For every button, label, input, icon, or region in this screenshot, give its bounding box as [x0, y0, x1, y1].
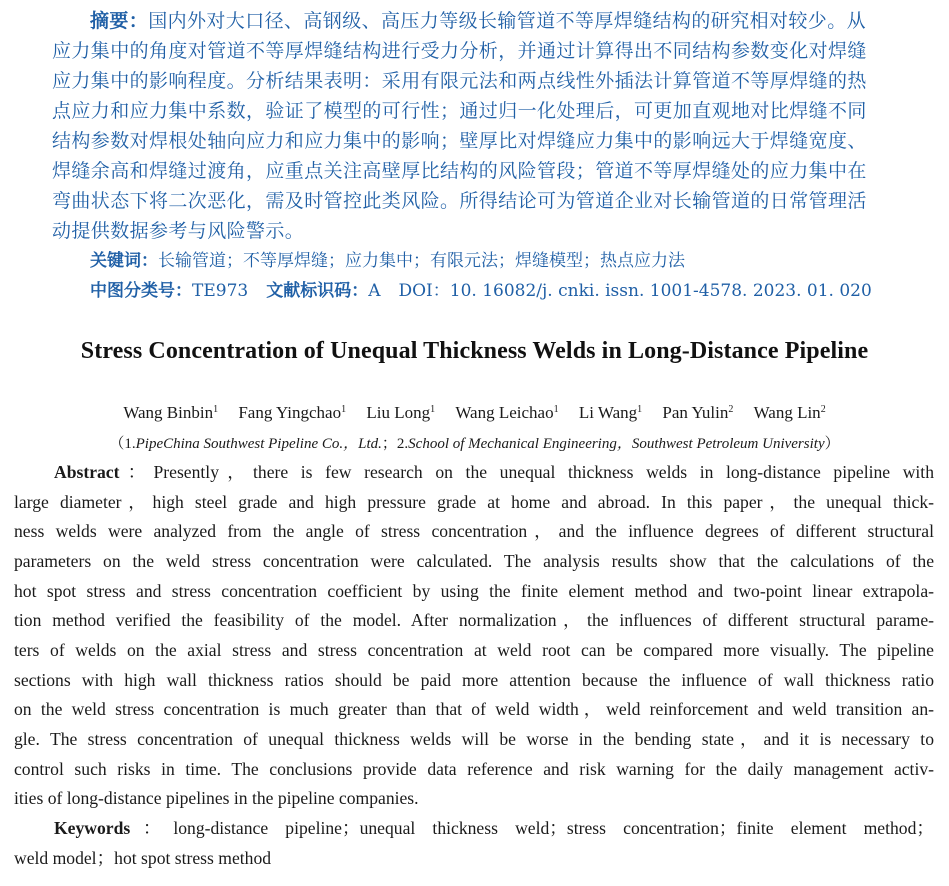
cn-abstract-line: 焊缝余高和焊缝过渡角，应重点关注高壁厚比结构的风险管段；管道不等厚焊缝处的应力集中在 [52, 160, 867, 182]
author: Liu Long$^1$ [366, 403, 436, 422]
en-abstract-line: on the weld stress concentration is much greater than that of weld width，weld reinforcement and weld transition an- [14, 699, 934, 719]
doi-label: DOI： [398, 281, 450, 301]
en-abstract-line: sections with high wall thickness ratios should be paid more attention because the influence of wall thickness ratio [14, 670, 934, 690]
author: Wang Leichao$^1$ [455, 403, 559, 422]
en-abstract-line: ters of welds on the axial stress and stress concentration at weld root can be compared more visually. The pipeline [14, 640, 934, 660]
affiliation-2: School of Mechanical Engineering，Southwest Petroleum University [408, 436, 825, 452]
cn-keywords-label: 关键词： [90, 251, 158, 271]
author: Li Wang$^1$ [578, 403, 643, 422]
doi-value: 10. 16082/j. cnki. issn. 1001-4578. 2023. 01. 020 [449, 281, 872, 301]
cn-classification [90, 279, 872, 303]
paper-title: Stress Concentration of Unequal Thickness Welds in Long-Distance Pipeline [80, 338, 869, 364]
author: Wang Binbin$^1$ [123, 403, 219, 422]
cn-keywords-text: 长输管道；不等厚焊缝；应力集中；有限元法；焊缝模型；热点应力法 [158, 251, 685, 271]
author: Fang Yingchao$^1$ [238, 403, 347, 422]
en-abstract-line: gle. The stress concentration of unequal thickness welds will be worse in the bending state，and it is necessary to [14, 729, 934, 749]
en-abstract-line: hot spot stress and stress concentration coefficient by using the finite element method and two-point linear extrapola- [14, 581, 934, 601]
en-abstract-line: large diameter，high steel grade and high pressure grade at home and abroad. In this paper，the unequal thick- [14, 492, 934, 512]
affiliation-1: PipeChina Southwest Pipeline Co.，Ltd. [135, 436, 382, 452]
en-abstract-line: ities of long-distance pipelines in the pipeline companies. [14, 788, 419, 808]
cn-abstract-line: 摘要：国内外对大口径、高钢级、高压力等级长输管道不等厚焊缝结构的研究相对较少。从 [90, 10, 867, 32]
cn-abstract-line: 应力集中的影响程度。分析结果表明：采用有限元法和两点线性外插法计算管道不等厚焊缝的热 [52, 70, 867, 92]
en-abstract-line: ness welds were analyzed from the angle of stress concentration，and the influence degrees of different structural [14, 521, 934, 541]
en-abstract-line: parameters on the weld stress concentration were calculated. The analysis results show that the calculations of the [14, 551, 934, 571]
en-keywords-text: ：long-distance pipeline；unequal thickness weld；stress concentration；finite element method； [130, 818, 934, 838]
clc-label: 中图分类号： [90, 281, 192, 301]
cn-keywords [90, 249, 685, 273]
doc-code-label: 文献标识码： [266, 281, 369, 301]
en-abstract-line: Abstract：Presently，there is few research on the unequal thickness welds in long-distance pipeline with [54, 462, 934, 482]
clc-value: TE973 [192, 281, 249, 301]
cn-abstract-label: 摘要： [90, 10, 149, 32]
cn-abstract-line: 动提供数据参考与风险警示。 [52, 220, 305, 242]
cn-abstract-line: 点应力和应力集中系数，验证了模型的可行性；通过归一化处理后，可更加直观地对比焊缝不同 [52, 100, 867, 122]
doc-code-value: A [368, 281, 381, 301]
en-keywords-label: Keywords [54, 818, 131, 838]
en-keywords [54, 816, 934, 840]
en-abstract-line: control such risks in time. The conclusions provide data reference and risk warning for the daily management activ- [14, 759, 934, 779]
en-abstract-line: tion method verified the feasibility of the model. After normalization，the influences of different structural parame- [14, 610, 934, 630]
cn-abstract-line: 应力集中的角度对管道不等厚焊缝结构进行受力分析，并通过计算得出不同结构参数变化对焊缝 [52, 40, 867, 62]
author-list [0, 403, 949, 423]
en-abstract-label: Abstract [54, 462, 120, 482]
en-keywords-continued: weld model；hot spot stress method [14, 848, 272, 868]
affiliations: （1.PipeChina Southwest Pipeline Co.，Ltd.；2.School of Mechanical Engineering，Southwest Petroleum University） [109, 436, 840, 452]
author: Wang Lin$^2$ [753, 403, 826, 422]
author: Pan Yulin$^2$ [662, 403, 734, 422]
cn-abstract-line: 弯曲状态下将二次恶化，需及时管控此类风险。所得结论可为管道企业对长输管道的日常管理活 [52, 190, 867, 212]
cn-abstract-line: 结构参数对焊根处轴向应力和应力集中的影响；壁厚比对焊缝应力集中的影响远大于焊缝宽度、 [52, 130, 867, 152]
